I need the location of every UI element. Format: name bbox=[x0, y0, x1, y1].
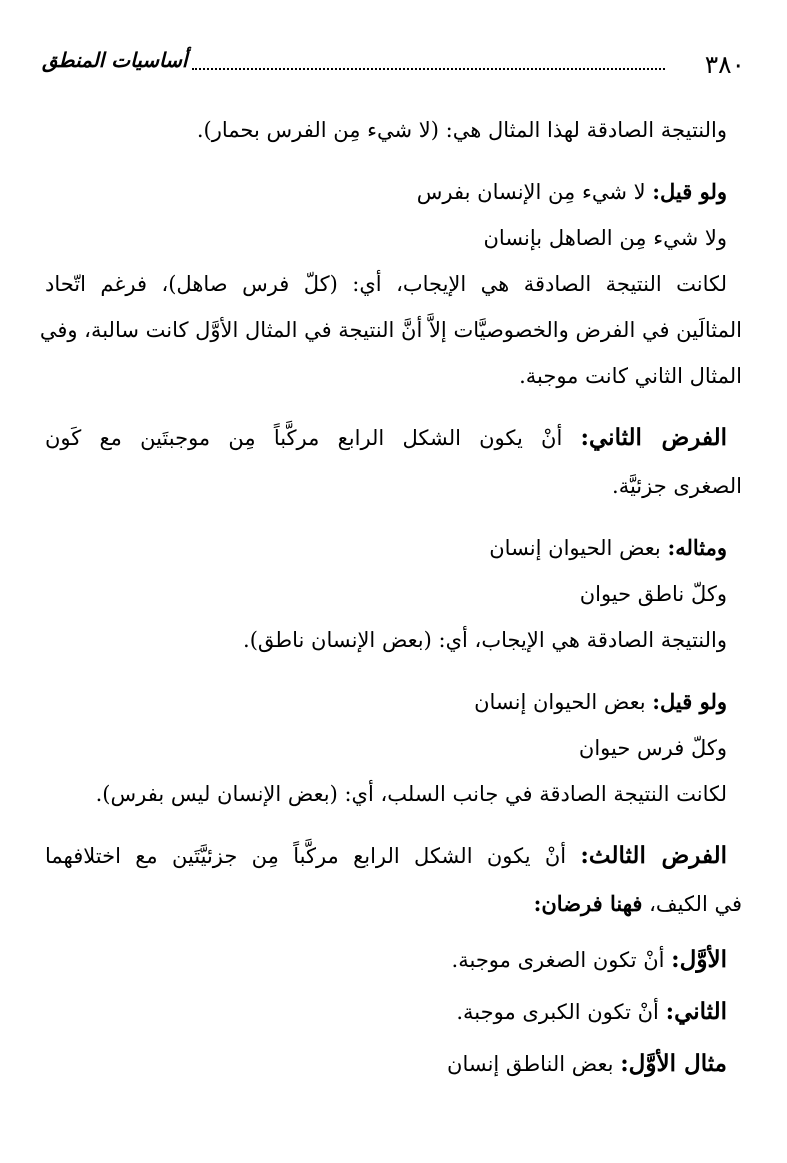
page-number: ٣٨٠ bbox=[704, 50, 745, 79]
section-heading: الفرض الثالث: bbox=[580, 842, 727, 869]
running-book-title: أساسيات المنطق bbox=[42, 48, 188, 72]
paragraph-line bbox=[45, 888, 742, 920]
section-heading-line bbox=[45, 840, 727, 872]
inline-text: أنْ تكون الكبرى موجبة. bbox=[456, 1000, 666, 1024]
paragraph-line: لكانت النتيجة الصادقة في جانب السلب، أي: (بعض الإنسان ليس بفرس). bbox=[95, 782, 727, 806]
paragraph-line bbox=[45, 176, 727, 208]
paragraph-line: وكلّ ناطق حيوان bbox=[579, 582, 727, 606]
paragraph-line: المثالَين في الفرض والخصوصيَّات إلاَّ أنَّ النتيجة في المثال الأوَّل كانت سالبة، وفي bbox=[39, 318, 742, 342]
inline-text: لا شيء مِن الإنسان بفرس bbox=[416, 180, 653, 204]
inline-label: ومثاله: bbox=[667, 535, 727, 560]
header-dotted-leader bbox=[192, 68, 665, 70]
inline-text: في الكيف، bbox=[642, 892, 742, 916]
paragraph-line bbox=[45, 686, 727, 718]
paragraph-line: المثال الثاني كانت موجبة. bbox=[519, 364, 742, 388]
paragraph-line: والنتيجة الصادقة لهذا المثال هي: (لا شيء مِن الفرس بحمار). bbox=[196, 118, 727, 142]
inline-label: ولو قيل: bbox=[652, 179, 727, 204]
inline-text: أنْ يكون الشكل الرابع مركَّباً مِن جزئيَّتَين مع اختلافهما bbox=[45, 844, 581, 868]
section-heading: الفرض الثاني: bbox=[580, 424, 727, 451]
inline-text: بعض الحيوان إنسان bbox=[489, 536, 668, 560]
inline-label: فهنا فرضان: bbox=[533, 891, 643, 916]
paragraph-line: الصغرى جزئيَّة. bbox=[612, 474, 742, 498]
paragraph-line bbox=[45, 996, 727, 1028]
subheading-label: مثال الأوَّل: bbox=[620, 1050, 727, 1077]
inline-text: بعض الناطق إنسان bbox=[447, 1052, 621, 1076]
paragraph-line: لكانت النتيجة الصادقة هي الإيجاب، أي: (كلّ فرس صاهل)، فرغم اتّحاد bbox=[45, 272, 727, 296]
inline-text: بعض الحيوان إنسان bbox=[474, 690, 653, 714]
paragraph-line: ولا شيء مِن الصاهل بإنسان bbox=[483, 226, 727, 250]
paragraph-line: والنتيجة الصادقة هي الإيجاب، أي: (بعض الإنسان ناطق). bbox=[243, 628, 727, 652]
inline-label: ولو قيل: bbox=[652, 689, 727, 714]
paragraph-line: وكلّ فرس حيوان bbox=[578, 736, 727, 760]
section-heading-line bbox=[45, 422, 727, 454]
subheading-label: الثاني: bbox=[665, 998, 727, 1025]
inline-text: أنْ تكون الصغرى موجبة. bbox=[451, 948, 672, 972]
page-header bbox=[42, 42, 745, 82]
subheading-label: الأوَّل: bbox=[671, 946, 727, 973]
paragraph-line bbox=[45, 944, 727, 976]
inline-text: أنْ يكون الشكل الرابع مركَّباً مِن موجبتَين مع كَون bbox=[45, 426, 581, 450]
paragraph-line bbox=[45, 1048, 727, 1080]
paragraph-line bbox=[45, 532, 727, 564]
